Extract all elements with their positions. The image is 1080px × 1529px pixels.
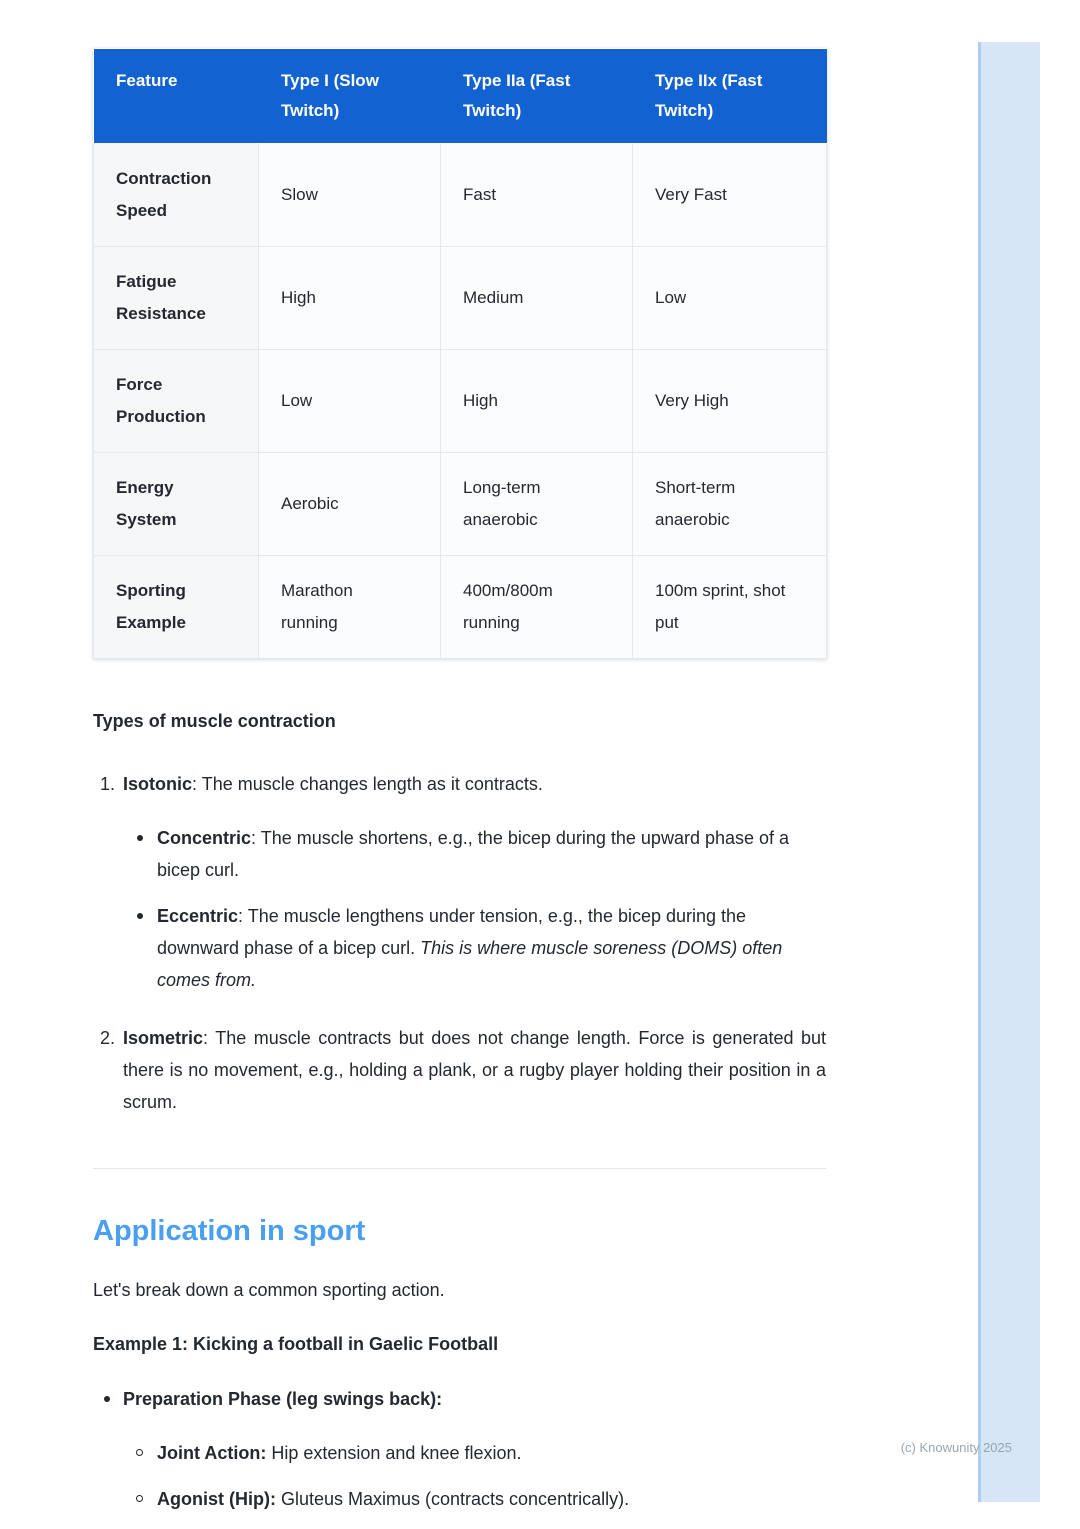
term-label: Preparation Phase (leg swings back):	[123, 1388, 443, 1409]
table-cell: Medium	[441, 246, 633, 349]
term-text: : The muscle lengthens under tension, e.g., the bicep during the downward phase of a bicep curl.	[157, 905, 747, 958]
table-cell-feature: Contraction Speed	[94, 143, 259, 246]
term-label: Isometric	[123, 1027, 204, 1048]
table-cell: Short-term anaerobic	[633, 452, 827, 555]
list-item-text	[157, 822, 826, 886]
example-heading: Example 1: Kicking a football in Gaelic Football	[93, 1333, 499, 1354]
term-text: Gluteus Maximus (contracts concentrically).	[275, 1488, 630, 1509]
list-item-isotonic	[93, 768, 826, 996]
list-item-text	[123, 768, 826, 800]
table-cell-feature: Fatigue Resistance	[94, 246, 259, 349]
table-row	[94, 246, 827, 349]
section-heading-contraction: Types of muscle contraction	[93, 710, 336, 731]
list-item-text	[157, 1437, 522, 1469]
term-text: Hip extension and knee flexion.	[266, 1442, 522, 1463]
term-label: Isotonic	[123, 773, 193, 794]
table-cell: Very Fast	[633, 143, 827, 246]
table-header: Feature	[94, 49, 259, 144]
table-cell-feature: Energy System	[94, 452, 259, 555]
term-label: Agonist (Hip):	[157, 1488, 276, 1509]
term-label: Concentric	[157, 827, 252, 848]
table-row	[94, 143, 827, 246]
application-intro: Let's break down a common sporting action.	[93, 1279, 445, 1300]
isotonic-sublist	[123, 822, 826, 996]
table-cell-feature: Sporting Example	[94, 555, 259, 658]
table-header: Type I (Slow Twitch)	[259, 49, 441, 144]
list-item-text	[157, 900, 826, 996]
term-text: : The muscle changes length as it contracts.	[192, 773, 543, 794]
term-text: : The muscle shortens, e.g., the bicep during the upward phase of a bicep curl.	[157, 827, 790, 880]
watermark: (c) Knowunity 2025	[900, 1440, 1012, 1455]
table-cell: Marathon running	[259, 555, 441, 658]
circle-bullet-icon	[136, 1495, 143, 1502]
contraction-list	[93, 768, 826, 1118]
term-note: This is where muscle soreness (DOMS) often comes from.	[157, 937, 783, 990]
list-item-preparation-phase	[93, 1383, 826, 1415]
section-divider	[93, 1168, 826, 1169]
section-heading-application: Application in sport	[93, 1214, 366, 1247]
table-cell: Low	[633, 246, 827, 349]
term-label: Joint Action:	[157, 1442, 267, 1463]
application-list	[93, 1383, 826, 1515]
bullet-icon	[137, 835, 143, 841]
list-item-text	[123, 1022, 826, 1118]
table-cell: 400m/800m running	[441, 555, 633, 658]
term-text: : The muscle contracts but does not change length. Force is generated but there is no movement, e.g., holding a plank, or a rugby player holding their position in a scrum.	[123, 1027, 826, 1112]
list-item-isometric	[93, 1022, 826, 1118]
list-number: 1.	[100, 773, 116, 794]
table-row	[94, 555, 827, 658]
table-cell: Long-term anaerobic	[441, 452, 633, 555]
list-item-text	[123, 1383, 442, 1415]
list-item-eccentric	[137, 900, 826, 996]
table-cell: 100m sprint, shot put	[633, 555, 827, 658]
list-item-text	[157, 1483, 629, 1515]
table-cell: Aerobic	[259, 452, 441, 555]
document-page	[93, 48, 826, 1529]
table-header: Type IIa (Fast Twitch)	[441, 49, 633, 144]
bullet-icon	[104, 1396, 110, 1402]
table-cell: High	[441, 349, 633, 452]
side-strip	[978, 42, 1040, 1502]
list-item-joint-action	[93, 1437, 826, 1469]
table-row	[94, 452, 827, 555]
term-label: Eccentric	[157, 905, 239, 926]
list-number: 2.	[100, 1027, 116, 1048]
table-header-row	[94, 49, 827, 144]
list-item-agonist-hip	[93, 1483, 826, 1515]
list-item-concentric	[137, 822, 826, 886]
table-cell: Fast	[441, 143, 633, 246]
table-cell: Low	[259, 349, 441, 452]
table-cell: Slow	[259, 143, 441, 246]
table-cell-feature: Force Production	[94, 349, 259, 452]
table-header: Type IIx (Fast Twitch)	[633, 49, 827, 144]
table-row	[94, 349, 827, 452]
table-cell: High	[259, 246, 441, 349]
table-cell: Very High	[633, 349, 827, 452]
muscle-fiber-table	[93, 48, 827, 659]
bullet-icon	[137, 913, 143, 919]
circle-bullet-icon	[136, 1449, 143, 1456]
